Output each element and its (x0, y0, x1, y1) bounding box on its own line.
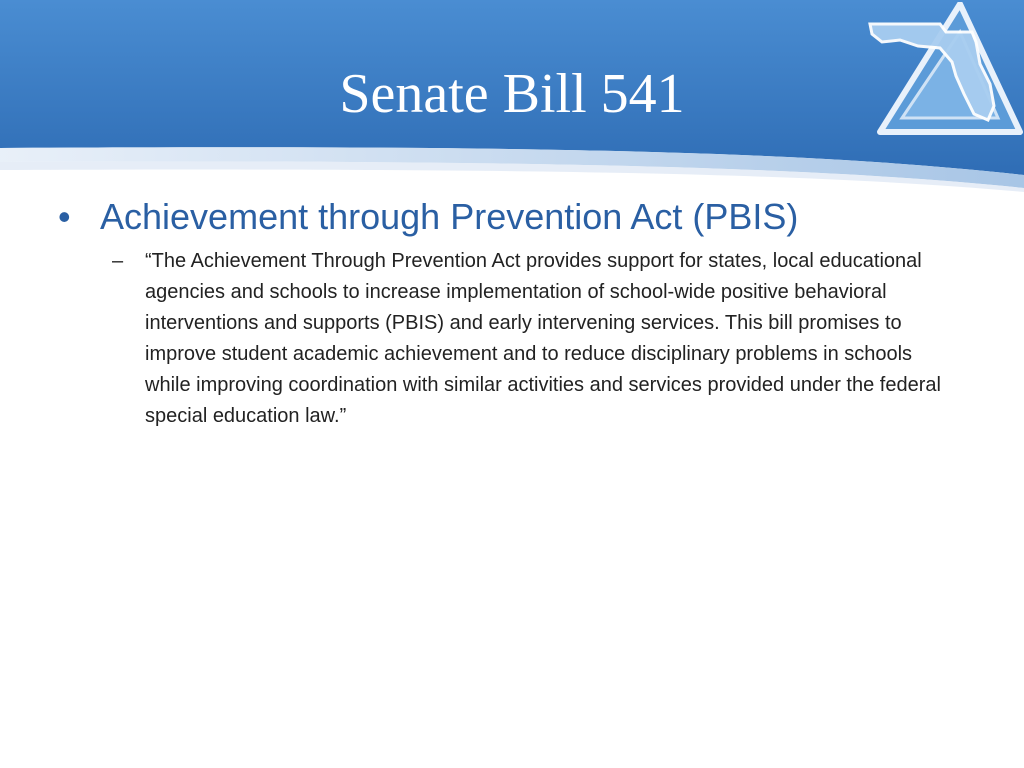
florida-triangle-logo-icon (860, 2, 1024, 142)
slide-content (0, 186, 1024, 746)
sub-bullet-marker: – (112, 250, 124, 272)
bullet-text: Achievement through Prevention Act (PBIS) (100, 196, 799, 237)
sub-bullet-text: “The Achievement Through Prevention Act provides support for states, local educational agencies and schools to increase implementation of school-wide positive behavioral interventions and supports (PBIS) and early intervening services. This bill promises to improve student academic achievement and to reduce disciplinary problems in schools while improving coordination with similar activities and services provided under the federal special education law.” (145, 250, 941, 427)
bullet-marker: • (58, 196, 71, 237)
slide-title: Senate Bill 541 (339, 63, 685, 125)
